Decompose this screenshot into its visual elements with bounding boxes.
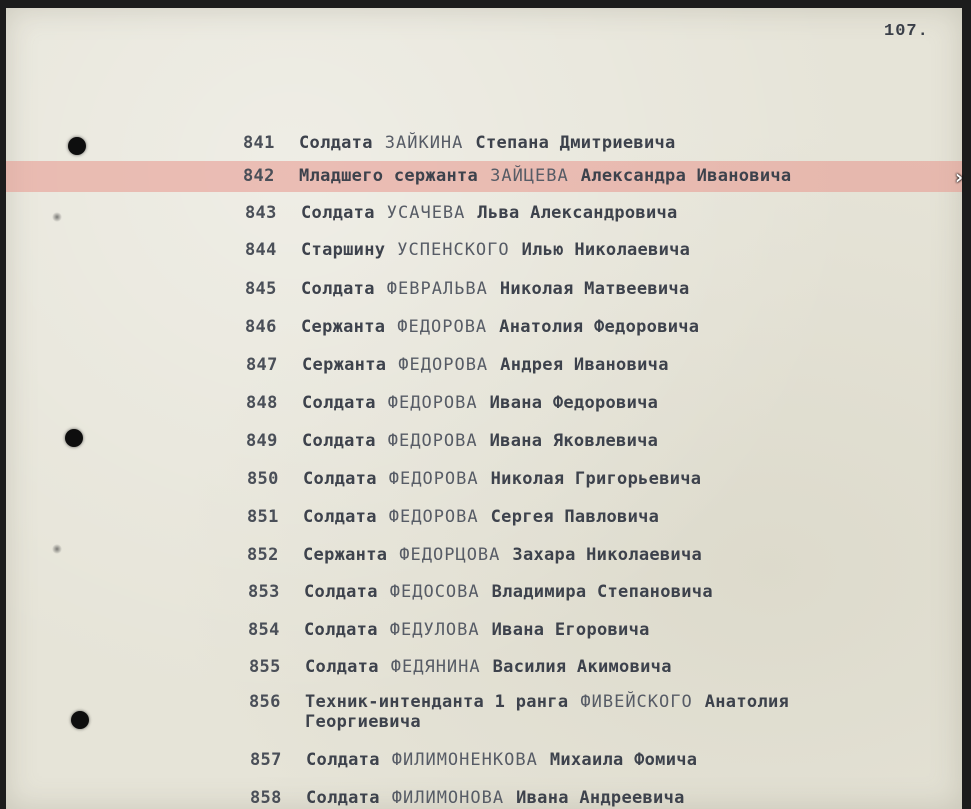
entry-given-names: Степана Дмитриевича — [475, 133, 676, 153]
entry-given-names: Илью Николаевича — [521, 240, 691, 260]
entry-given-names: Ивана Андреевича — [516, 788, 685, 808]
paper-speck — [52, 544, 62, 554]
entry-surname: ФЕДОРЦОВА — [399, 545, 501, 565]
entry-rank: Солдата — [303, 507, 377, 527]
entry-number: 854 — [248, 620, 280, 640]
punch-hole — [65, 429, 83, 447]
entry-rank: Солдата — [303, 469, 377, 489]
entry-surname: ФЕДОРОВА — [388, 507, 479, 527]
entry-surname: ФЕДОРОВА — [398, 355, 489, 375]
entry-given-names: Андрея Ивановича — [500, 355, 669, 375]
entry-surname: ФИЛИМОНЕНКОВА — [391, 750, 538, 770]
entry-number: 843 — [245, 203, 277, 223]
entry-surname: ФИВЕЙСКОГО — [580, 692, 693, 712]
list-item — [248, 620, 650, 640]
list-item — [247, 507, 659, 527]
entry-continuation: Георгиевича — [305, 712, 421, 732]
entry-given-names: Александра Ивановича — [580, 166, 792, 186]
entry-rank: Солдата — [301, 279, 375, 299]
list-item-highlighted[interactable] — [243, 166, 791, 186]
entry-surname: ФЕВРАЛЬВА — [386, 279, 488, 299]
entry-surname: УСПЕНСКОГО — [397, 240, 510, 260]
list-item — [245, 279, 690, 299]
entry-given-names: Льва Александровича — [477, 203, 678, 223]
list-item — [247, 545, 702, 565]
entry-number: 853 — [248, 582, 280, 602]
entry-given-names: Анатолия — [704, 692, 790, 712]
list-item — [250, 750, 697, 770]
entry-number: 858 — [250, 788, 282, 808]
entry-given-names: Николая Матвеевича — [499, 279, 690, 299]
entry-number: 855 — [249, 657, 281, 677]
entry-surname: ФЕДОРОВА — [397, 317, 488, 337]
entry-rank: Солдата — [305, 657, 379, 677]
entry-number: 857 — [250, 750, 282, 770]
entry-given-names: Ивана Федоровича — [489, 393, 659, 413]
entry-rank: Старшину — [301, 240, 386, 260]
entry-rank: Младшего сержанта — [299, 166, 479, 186]
list-item — [246, 355, 669, 375]
paper-speck — [52, 212, 62, 222]
list-item — [250, 788, 685, 808]
entry-given-names: Михаила Фомича — [549, 750, 698, 770]
entry-given-names: Сергея Павловича — [490, 507, 660, 527]
entry-given-names: Владимира Степановича — [491, 582, 713, 602]
chevron-right-icon[interactable]: › — [954, 165, 964, 189]
list-item — [247, 469, 701, 489]
entry-rank: Техник-интенданта 1 ранга — [305, 692, 569, 712]
list-item — [248, 582, 713, 602]
entry-surname: ЗАЙЦЕВА — [490, 166, 569, 186]
entry-surname: ФЕДЯНИНА — [390, 657, 481, 677]
entry-number: 841 — [243, 133, 275, 153]
entry-surname: ФЕДОСОВА — [389, 582, 480, 602]
entry-number: 845 — [245, 279, 277, 299]
entry-rank: Сержанта — [302, 355, 387, 375]
entry-surname: ЗАЙКИНА — [384, 133, 464, 153]
entry-rank: Солдата — [302, 393, 376, 413]
punch-hole — [71, 711, 89, 729]
entry-number: 847 — [246, 355, 278, 375]
entry-number: 846 — [245, 317, 277, 337]
entry-rank: Солдата — [306, 750, 380, 770]
entry-given-names: Захара Николаевича — [512, 545, 703, 565]
entry-rank: Сержанта — [303, 545, 388, 565]
list-item — [245, 240, 690, 260]
entry-rank: Солдата — [306, 788, 380, 808]
entry-surname: ФИЛИМОНОВА — [391, 788, 505, 808]
entry-rank: Солдата — [299, 133, 373, 153]
entry-surname: ФЕДОРОВА — [388, 469, 479, 489]
entry-given-names: Василия Акимовича — [492, 657, 672, 677]
punch-hole — [68, 137, 86, 155]
entry-number: 842 — [243, 166, 275, 186]
list-item — [245, 317, 699, 337]
entry-number: 852 — [247, 545, 279, 565]
entry-given-names: Ивана Яковлевича — [489, 431, 659, 451]
list-item — [243, 133, 676, 153]
list-item — [245, 203, 678, 223]
entry-rank: Солдата — [301, 203, 375, 223]
entry-surname: УСАЧЕВА — [386, 203, 466, 223]
list-item — [246, 431, 658, 451]
entry-rank: Солдата — [304, 582, 378, 602]
entry-surname: ФЕДУЛОВА — [389, 620, 480, 640]
entry-number: 856 — [249, 692, 281, 712]
entry-number: 850 — [247, 469, 279, 489]
list-item — [249, 657, 672, 677]
entry-given-names: Анатолия Федоровича — [499, 317, 700, 337]
entry-number: 848 — [246, 393, 278, 413]
entry-rank: Солдата — [302, 431, 376, 451]
entry-number: 844 — [245, 240, 277, 260]
entry-surname: ФЕДОРОВА — [387, 393, 478, 413]
list-item — [249, 692, 789, 732]
entry-rank: Сержанта — [301, 317, 386, 337]
page-number: 107. — [884, 22, 929, 41]
list-item — [246, 393, 658, 413]
entry-given-names: Ивана Егоровича — [491, 620, 650, 640]
entry-number: 851 — [247, 507, 279, 527]
entry-given-names: Николая Григорьевича — [490, 469, 702, 489]
entry-surname: ФЕДОРОВА — [387, 431, 478, 451]
entry-number: 849 — [246, 431, 278, 451]
entry-rank: Солдата — [304, 620, 378, 640]
